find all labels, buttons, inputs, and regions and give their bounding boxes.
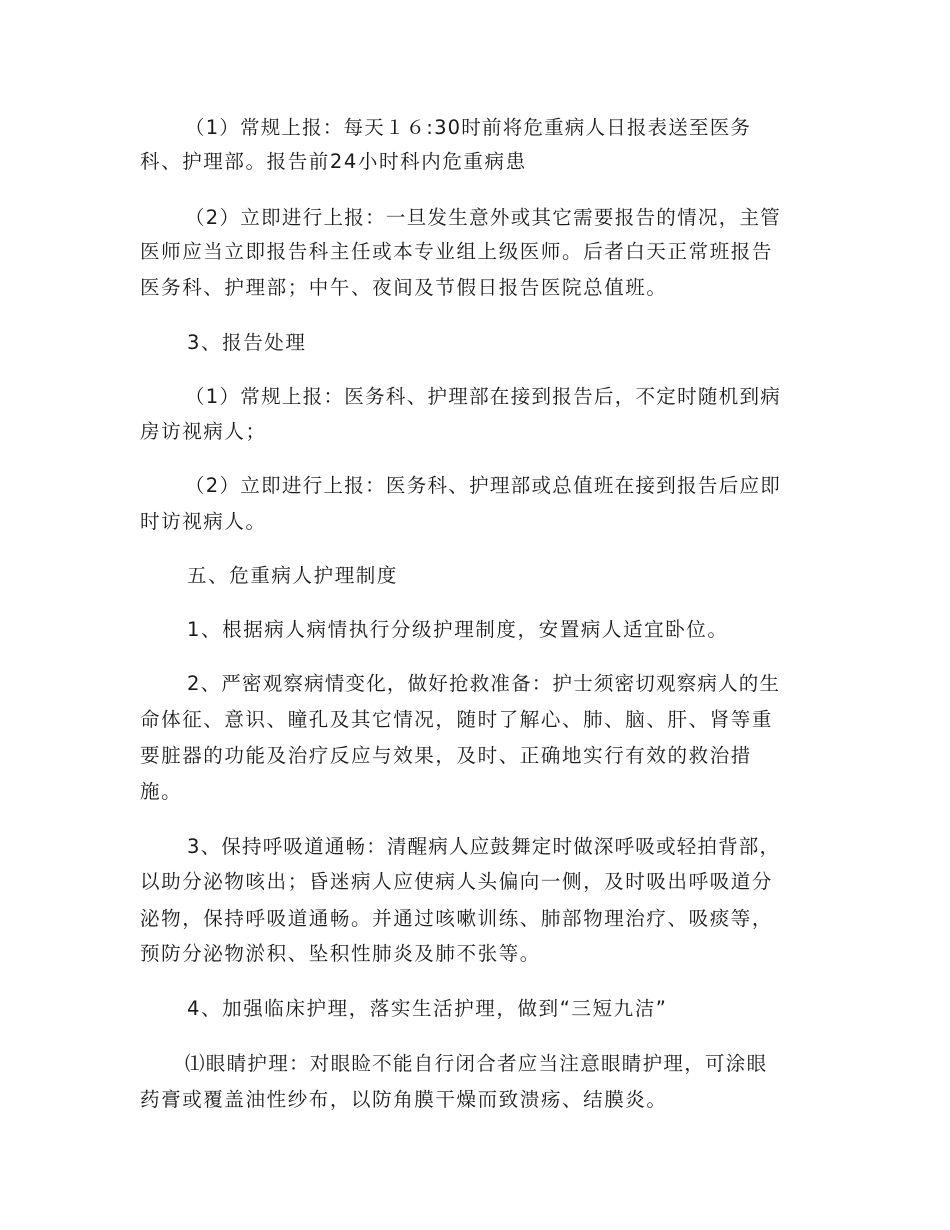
text-line: 施。 — [140, 780, 183, 803]
text-line: 时访视病人。 — [140, 510, 267, 533]
text-line: （1）常规上报：医务科、护理部在接到报告后，不定时随机到病 — [185, 385, 782, 408]
text-line: 1、根据病人病情执行分级护理制度，安置病人适宜卧位。 — [187, 618, 729, 641]
text-line: （2）立即进行上报：医务科、护理部或总值班在接到报告后应即 — [185, 474, 782, 497]
text-line: 医务科、护理部；中午、夜间及节假日报告医院总值班。 — [140, 276, 668, 299]
heading-text: 五、危重病人护理制度 — [187, 564, 399, 587]
text-line: 药膏或覆盖油性纱布，以防角膜干燥而致溃疡、结膜炎。 — [140, 1088, 668, 1111]
text-line: 预防分泌物淤积、坠积性肺炎及肺不张等。 — [140, 942, 541, 965]
text-line: 泌物，保持呼吸道通畅。并通过咳嗽训练、肺部物理治疗、吸痰等， — [140, 907, 774, 930]
text-line: 房访视病人； — [140, 420, 267, 443]
text-line: 以助分泌物咳出；昏迷病人应使病人头偏向一侧，及时吸出呼吸道分 — [140, 870, 774, 893]
text-line: 科、护理部。报告前24小时科内危重病患 — [140, 150, 527, 173]
text-line: ⑴眼睛护理：对眼睑不能自行闭合者应当注意眼睛护理，可涂眼 — [185, 1052, 768, 1075]
text-line: 命体征、意识、瞳孔及其它情况，随时了解心、肺、脑、肝、肾等重 — [140, 708, 774, 731]
text-line: 医师应当立即报告科主任或本专业组上级医师。后者白天正常班报告 — [140, 240, 774, 263]
text-line: （2）立即进行上报：一旦发生意外或其它需要报告的情况，主管 — [185, 206, 782, 229]
text-line: 3、保持呼吸道通畅：清醒病人应鼓舞定时做深呼吸或轻拍背部， — [187, 835, 781, 858]
text-line: （1）常规上报：每天１６:30时前将危重病人日报表送至医务 — [185, 116, 752, 139]
text-line: 要脏器的功能及治疗反应与效果，及时、正确地实行有效的救治措 — [140, 744, 752, 767]
text-line: 4、加强临床护理，落实生活护理，做到“三短九洁” — [187, 997, 668, 1020]
heading-text: 3、报告处理 — [187, 331, 307, 354]
text-line: 2、严密观察病情变化，做好抢救准备：护士须密切观察病人的生 — [187, 672, 781, 695]
